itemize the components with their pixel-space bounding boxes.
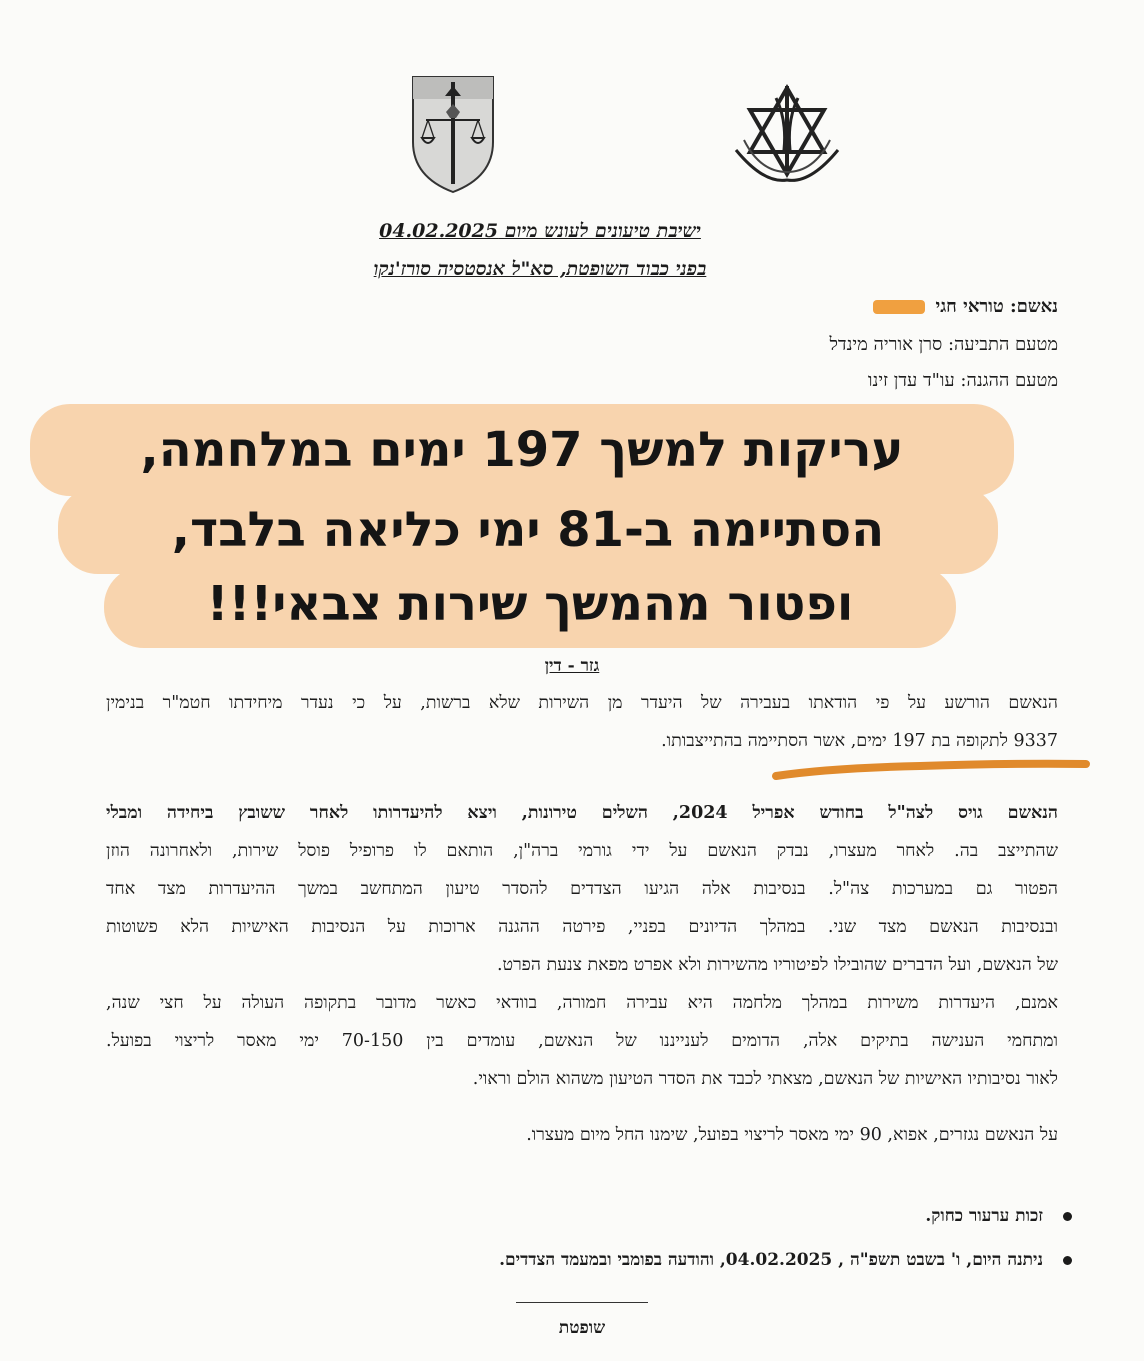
verdict-line: שהתייצב בה. לאחר מעצרו, נבדק הנאשם על ידי גורמי ברה"ן, הותאם לו פרופיל פוסל שירות, ולאחרונה הוזן	[106, 841, 1058, 861]
bullet-appeal-text: זכות ערעור כחוק.	[925, 1206, 1043, 1226]
sentence-line: על הנאשם נגזרים, אפוא, 90 ימי מאסר לריצוי בפועל, שימנו החל מיום מעצרו.	[526, 1125, 1058, 1145]
bullet-appeal	[925, 1206, 1072, 1226]
verdict-paragraph-1	[106, 684, 1058, 760]
verdict-line: הנאשם גויס לצה"ל בחודש אפריל 2024, השלים טירונות, ויצא להיעדרותו לאחר ששובץ ביחידה ומבלי	[106, 803, 1058, 823]
defendant-line	[873, 296, 1058, 317]
judge-line: בפני כבוד השופטת, סא"ל אנסטסיה סורז'נקו	[373, 258, 707, 280]
banner-line-2: הסתיימה ב-81 ימי כליאה בלבד,	[58, 486, 998, 574]
hearing-title: ישיבת טיעונים לעונש מיום 04.02.2025	[379, 220, 701, 242]
bullet-dot	[1063, 1212, 1072, 1221]
banner-line-3: ופטור מהמשך שירות צבאי!!!	[104, 566, 956, 648]
signature-line	[516, 1302, 648, 1303]
defendant-text: נאשם: טוראי חגי	[935, 296, 1058, 317]
verdict-line: לאור נסיבותיו האישיות של הנאשם, מצאתי לכבד את הסדר הטיעון משהוא הולם וראוי.	[472, 1069, 1058, 1089]
highlight-underline	[770, 754, 1090, 784]
banner-line-1: עריקות למשך 197 ימים במלחמה,	[30, 404, 1014, 496]
bullet-given	[499, 1250, 1072, 1270]
verdict-line: ומתחמי הענישה בתיקים אלה, הדומים לענייננו של הנאשם, עומדים בין 70-150 ימי מאסר לריצוי בפועל.	[106, 1031, 1058, 1051]
military-court-emblem-icon	[408, 72, 498, 196]
prosecution-line: מטעם התביעה: סרן אוריה מינדל	[829, 334, 1058, 355]
signature-label: שופטת	[558, 1318, 606, 1338]
verdict-line: הנאשם הורשע על פי הודאתו בעבירה של היעדר מן השירות שלא ברשות, על כי נעדר מיחידתו חטמ"ר בנימין	[106, 693, 1058, 713]
verdict-heading: גזר - דין	[544, 656, 600, 676]
verdict-paragraph-2	[106, 794, 1058, 1098]
redaction-mark	[873, 300, 925, 314]
verdict-line: 9337 לתקופה בת 197 ימים, אשר הסתיימה בהתייצבותו.	[661, 731, 1058, 751]
idf-emblem-icon	[724, 80, 850, 198]
verdict-line: של הנאשם, ועל הדברים שהובילו לפיטוריו מהשירות ולא אפרט מפאת צנעת הפרט.	[496, 955, 1058, 975]
verdict-line: הפטור גם במערכות צה"ל. בנסיבות אלה הגיעו הצדדים להסדר טיעון המתחשב במשך ההיעדרות מצד אחד	[106, 879, 1058, 899]
bullet-dot	[1063, 1256, 1072, 1265]
bullet-given-text: ניתנה היום, ו' בשבט תשפ"ה , 04.02.2025, והודעה בפומבי ובמעמד הצדדים.	[499, 1250, 1043, 1270]
verdict-line: ובנסיבות הנאשם מצד שני. במהלך הדיונים בפניי, פירטה ההגנה ארוכות על הנסיבות האישיות הלא פשוטות	[106, 917, 1058, 937]
verdict-line: אמנם, היעדרות משירות במהלך מלחמה היא עבירה חמורה, בוודאי כאשר מדובר בתקופה העולה על חצי שנה,	[106, 993, 1058, 1013]
defense-line: מטעם ההגנה: עו"ד עדן זינו	[867, 370, 1058, 391]
